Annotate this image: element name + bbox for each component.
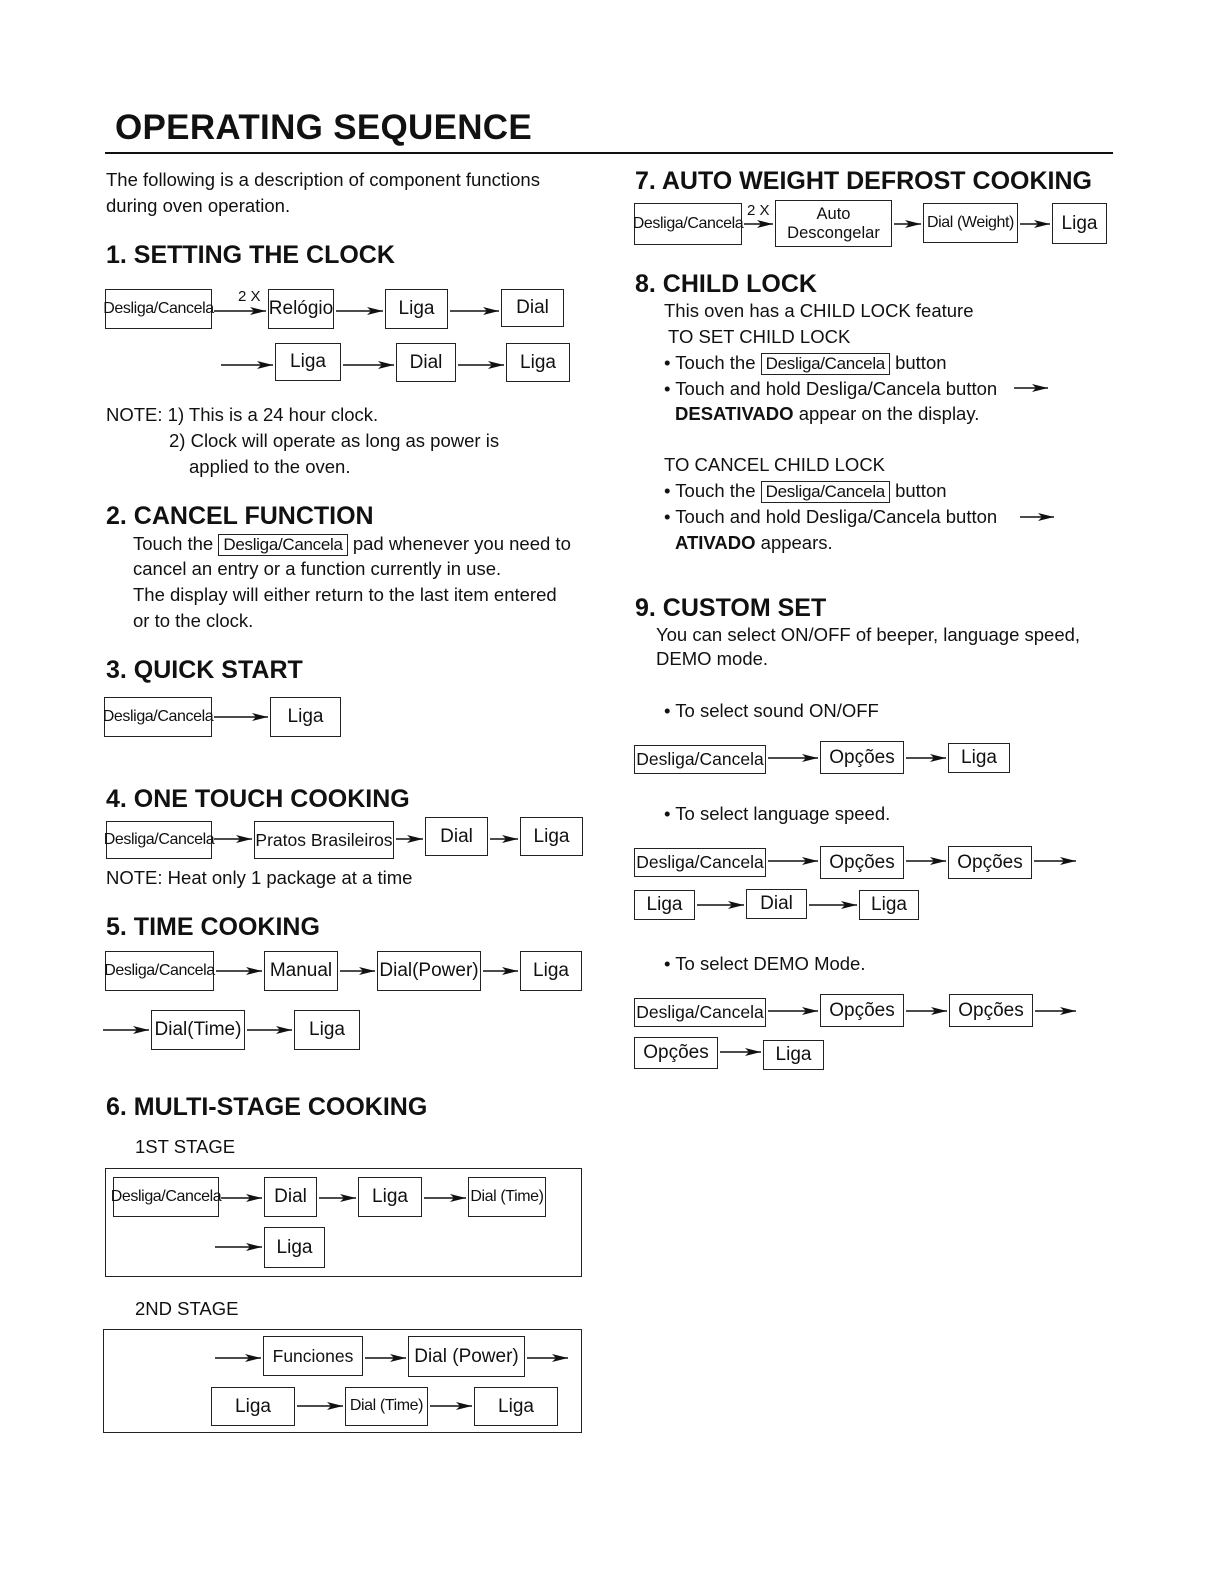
s9-language-dial-button[interactable]: Dial	[746, 889, 807, 919]
s5-liga-button-2[interactable]: Liga	[294, 1010, 360, 1050]
s5-heading: 5. TIME COOKING	[106, 913, 320, 941]
s3-liga-button[interactable]: Liga	[270, 697, 341, 737]
s1-dial-button[interactable]: Dial	[501, 289, 564, 327]
s9-sound-label: • To select sound ON/OFF	[664, 700, 879, 721]
s8-desativado-line	[675, 405, 979, 424]
s1-relogio-button[interactable]: Relógio	[268, 289, 334, 329]
s4-note: NOTE: Heat only 1 package at a time	[106, 867, 413, 888]
s9-language-label: • To select language speed.	[664, 803, 891, 824]
s1-note-3: applied to the oven.	[189, 456, 351, 477]
s8-desativado-rest: appear on the display.	[798, 403, 980, 424]
s6-s2-dial-power-button[interactable]: Dial (Power)	[408, 1336, 525, 1377]
s8-set-touch	[664, 352, 947, 375]
s8-ativado-line	[675, 534, 833, 553]
s9-intro-1: You can select ON/OFF of beeper, language speed,	[656, 624, 1081, 645]
s2-pad-text: pad whenever you need to	[352, 533, 571, 554]
s8-ativado: ATIVADO	[675, 532, 756, 553]
s6-heading: 6. MULTI-STAGE COOKING	[106, 1093, 428, 1121]
s2-line-3: The display will either return to the last item entered	[133, 584, 557, 605]
s4-dial-button[interactable]: Dial	[425, 817, 488, 856]
s1-times-label: 2 X	[238, 288, 261, 305]
s1-desliga-cancela-button[interactable]: Desliga/Cancela	[105, 289, 212, 329]
s1-liga-button-2[interactable]: Liga	[275, 343, 341, 381]
s8-cancel-touch-the: • Touch the	[664, 480, 756, 501]
s5-manual-button[interactable]: Manual	[264, 951, 338, 991]
s9-language-opcoes-button[interactable]: Opções	[820, 846, 904, 879]
s4-pratos-brasileiros-button[interactable]: Pratos Brasileiros	[254, 821, 394, 859]
s5-dial-power-button[interactable]: Dial(Power)	[377, 951, 481, 991]
s9-demo-opcoes-button-2[interactable]: Opções	[949, 994, 1033, 1027]
title-rule	[105, 152, 1113, 154]
s8-set-label: TO SET CHILD LOCK	[668, 326, 851, 347]
s9-language-liga-button[interactable]: Liga	[634, 890, 695, 920]
s9-demo-opcoes-button-3[interactable]: Opções	[634, 1037, 718, 1069]
s1-liga-button-3[interactable]: Liga	[506, 343, 570, 382]
s6-s1-liga-button-2[interactable]: Liga	[264, 1227, 325, 1268]
s7-auto-descongelar-button[interactable]	[775, 200, 892, 247]
s1-note-1: NOTE: 1) This is a 24 hour clock.	[106, 404, 379, 425]
s7-times-label: 2 X	[747, 202, 770, 219]
s6-s2-funciones-button[interactable]: Funciones	[263, 1336, 363, 1376]
s9-sound-opcoes-button[interactable]: Opções	[820, 741, 904, 774]
s1-liga-button[interactable]: Liga	[385, 289, 448, 329]
s9-language-liga-button-2[interactable]: Liga	[859, 890, 919, 920]
s6-s2-dial-time-button[interactable]: Dial (Time)	[345, 1387, 428, 1426]
s2-line-1	[133, 532, 571, 556]
s8-desativado: DESATIVADO	[675, 403, 794, 424]
s8-feature: This oven has a CHILD LOCK feature	[664, 300, 974, 321]
s8-cancel-hold: • Touch and hold Desliga/Cancela button	[664, 506, 998, 527]
s6-s1-dial-time-button[interactable]: Dial (Time)	[468, 1177, 546, 1217]
s7-dial-weight-button[interactable]: Dial (Weight)	[923, 203, 1018, 243]
s9-sound-desliga-cancela-button[interactable]: Desliga/Cancela	[634, 745, 766, 774]
s7-liga-button[interactable]: Liga	[1052, 203, 1107, 244]
intro-line-1: The following is a description of component functions	[106, 169, 540, 190]
s9-demo-desliga-cancela-button[interactable]: Desliga/Cancela	[634, 998, 766, 1027]
s9-demo-liga-button[interactable]: Liga	[763, 1040, 824, 1070]
s2-heading: 2. CANCEL FUNCTION	[106, 502, 374, 530]
s4-desliga-cancela-button[interactable]: Desliga/Cancela	[106, 821, 212, 859]
s7-heading: 7. AUTO WEIGHT DEFROST COOKING	[635, 167, 1092, 195]
s6-s1-desliga-cancela-button[interactable]: Desliga/Cancela	[113, 1177, 219, 1217]
s2-line-4: or to the clock.	[133, 610, 254, 631]
page-title: OPERATING SEQUENCE	[115, 108, 533, 147]
s8-cancel-button-word: button	[895, 480, 947, 501]
s2-desliga-cancela-button[interactable]: Desliga/Cancela	[218, 534, 347, 556]
s8-ativado-rest: appears.	[760, 532, 833, 553]
s9-sound-liga-button[interactable]: Liga	[948, 743, 1010, 773]
s8-cancel-label: TO CANCEL CHILD LOCK	[664, 454, 886, 475]
s7-descongelar-label: Descongelar	[787, 223, 880, 242]
s9-demo-label: • To select DEMO Mode.	[664, 953, 866, 974]
s6-s2-liga-button[interactable]: Liga	[211, 1387, 295, 1426]
s5-desliga-cancela-button[interactable]: Desliga/Cancela	[105, 951, 214, 991]
s4-heading: 4. ONE TOUCH COOKING	[106, 785, 410, 813]
intro-line-2: during oven operation.	[106, 195, 291, 216]
s6-s1-dial-button[interactable]: Dial	[264, 1177, 317, 1217]
s6-stage2-label: 2ND STAGE	[135, 1298, 239, 1319]
s9-demo-opcoes-button[interactable]: Opções	[820, 994, 904, 1027]
s7-desliga-cancela-button[interactable]: Desliga/Cancela	[634, 203, 742, 245]
s8-set-desliga-cancela-button[interactable]: Desliga/Cancela	[761, 353, 890, 375]
s8-heading: 8. CHILD LOCK	[635, 270, 817, 298]
s7-auto-label: Auto	[816, 204, 851, 223]
s2-touch-the: Touch the	[133, 533, 214, 554]
s3-desliga-cancela-button[interactable]: Desliga/Cancela	[104, 697, 212, 737]
s6-s1-liga-button[interactable]: Liga	[358, 1177, 422, 1217]
s5-liga-button[interactable]: Liga	[520, 951, 582, 991]
s8-cancel-touch	[664, 480, 947, 503]
s2-line-2: cancel an entry or a function currently in use.	[133, 558, 502, 579]
s1-note-2: 2) Clock will operate as long as power is	[169, 430, 500, 451]
s5-dial-time-button[interactable]: Dial(Time)	[151, 1010, 245, 1050]
s6-stage1-label: 1ST STAGE	[135, 1136, 236, 1157]
s8-cancel-desliga-cancela-button[interactable]: Desliga/Cancela	[761, 481, 890, 503]
s9-language-opcoes-button-2[interactable]: Opções	[948, 846, 1032, 879]
s6-s2-liga-button-2[interactable]: Liga	[474, 1387, 558, 1426]
s9-intro-2: DEMO mode.	[656, 648, 769, 669]
s9-heading: 9. CUSTOM SET	[635, 594, 827, 622]
s3-heading: 3. QUICK START	[106, 656, 303, 684]
s8-set-hold: • Touch and hold Desliga/Cancela button	[664, 378, 998, 399]
s1-heading: 1. SETTING THE CLOCK	[106, 241, 395, 269]
s9-language-desliga-cancela-button[interactable]: Desliga/Cancela	[634, 848, 766, 877]
s1-dial-button-2[interactable]: Dial	[396, 343, 456, 382]
s8-set-touch-the: • Touch the	[664, 352, 756, 373]
s8-set-button-word: button	[895, 352, 947, 373]
s4-liga-button[interactable]: Liga	[520, 817, 583, 856]
